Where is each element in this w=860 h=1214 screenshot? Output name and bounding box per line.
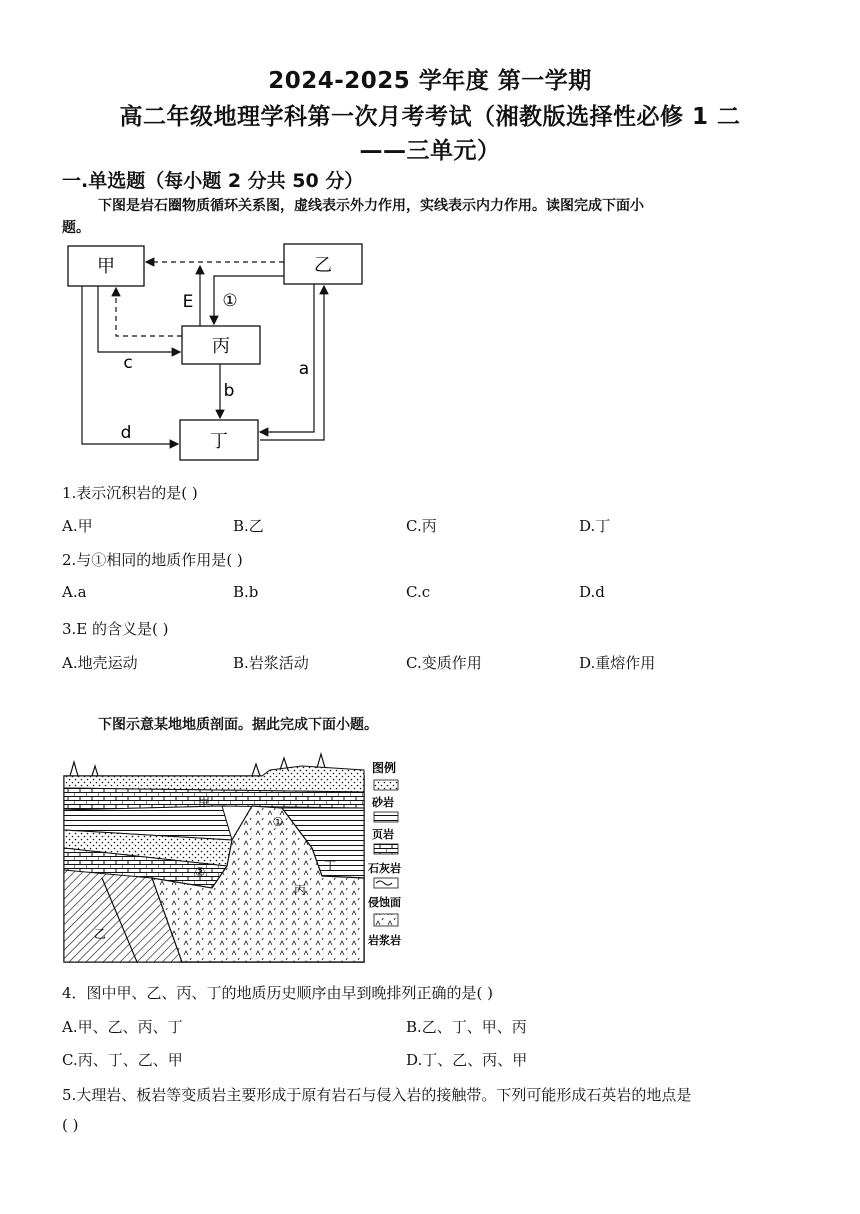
question-3-option-c[interactable]: C.变质作用 [406, 654, 482, 672]
question-1-option-a[interactable]: A.甲 [62, 517, 93, 535]
question-1-option-b[interactable]: B.乙 [233, 517, 264, 535]
question-3-stem: 3.E 的含义是( ) [62, 620, 169, 638]
label-a: a [298, 359, 310, 379]
question-5-stem-line1: 5.大理岩、板岩等变质岩主要形成于原有岩石与侵入岩的接触带。下列可能形成石英岩的地点是 [62, 1086, 692, 1104]
question-2-option-b[interactable]: B.b [233, 583, 259, 601]
rock-cycle-diagram [62, 240, 372, 470]
question-5-stem-line2: ( ) [62, 1116, 79, 1134]
legend-item-sandstone: 砂岩 [372, 796, 394, 809]
intro2-text: 下图示意某地地质剖面。据此完成下面小题。 [98, 717, 378, 733]
question-4-option-a[interactable]: A.甲、乙、丙、丁 [62, 1018, 183, 1036]
profile-label-circle-1: ① [272, 815, 284, 829]
intro-line1: 下图是岩石圈物质循环关系图，虚线表示外力作用，实线表示内力作用。读图完成下面小 [98, 198, 644, 214]
box-jia-label: 甲 [97, 256, 115, 277]
question-2-stem: 2.与①相同的地质作用是( ) [62, 551, 243, 569]
section-title: 一.单选题（每小题 2 分共 50 分） [62, 170, 364, 192]
profile-label-yi: 乙 [93, 927, 107, 941]
legend-item-erosion-surface: 侵蚀面 [368, 896, 401, 909]
profile-label-ding: 丁 [323, 859, 337, 873]
legend-title: 图例 [372, 761, 397, 775]
label-E: E [182, 292, 194, 312]
question-1-stem: 1.表示沉积岩的是( ) [62, 484, 198, 502]
exam-title-line2: 高二年级地理学科第一次月考考试（湘教版选择性必修 1 二 [119, 104, 741, 130]
geologic-profile-diagram [62, 748, 407, 966]
box-yi-label: 乙 [314, 255, 332, 276]
label-c: c [123, 353, 133, 373]
question-4-option-d[interactable]: D.丁、乙、丙、甲 [406, 1051, 528, 1069]
exam-title-line1: 2024-2025 学年度 第一学期 [268, 68, 592, 94]
legend-item-shale: 页岩 [372, 828, 394, 841]
question-4-option-c[interactable]: C.丙、丁、乙、甲 [62, 1051, 183, 1069]
profile-label-bing: 丙 [293, 883, 307, 897]
question-1-option-c[interactable]: C.丙 [406, 517, 437, 535]
box-bing-label: 丙 [212, 336, 230, 357]
legend-item-igneous: 岩浆岩 [368, 934, 401, 947]
exam-title-line3: ——三单元） [359, 138, 501, 164]
question-4-stem: 4．图中甲、乙、丙、丁的地质历史顺序由早到晚排列正确的是( ) [62, 984, 494, 1002]
intro-line2: 题。 [62, 220, 90, 236]
label-d: d [120, 423, 132, 443]
question-2-option-a[interactable]: A.a [62, 583, 87, 601]
question-2-option-c[interactable]: C.c [406, 583, 431, 601]
legend-item-limestone: 石灰岩 [368, 862, 401, 875]
question-4-option-b[interactable]: B.乙、丁、甲、丙 [406, 1018, 527, 1036]
profile-label-jia: 甲 [197, 795, 211, 809]
box-ding-label: 丁 [210, 431, 228, 452]
profile-label-circle-2: ② [194, 865, 206, 879]
question-2-option-d[interactable]: D.d [579, 583, 605, 601]
question-3-option-a[interactable]: A.地壳运动 [62, 654, 138, 672]
question-3-option-b[interactable]: B.岩浆活动 [233, 654, 309, 672]
label-circle-1: ① [222, 291, 238, 311]
question-1-option-d[interactable]: D.丁 [579, 517, 611, 535]
question-3-option-d[interactable]: D.重熔作用 [579, 654, 656, 672]
label-b: b [223, 381, 235, 401]
